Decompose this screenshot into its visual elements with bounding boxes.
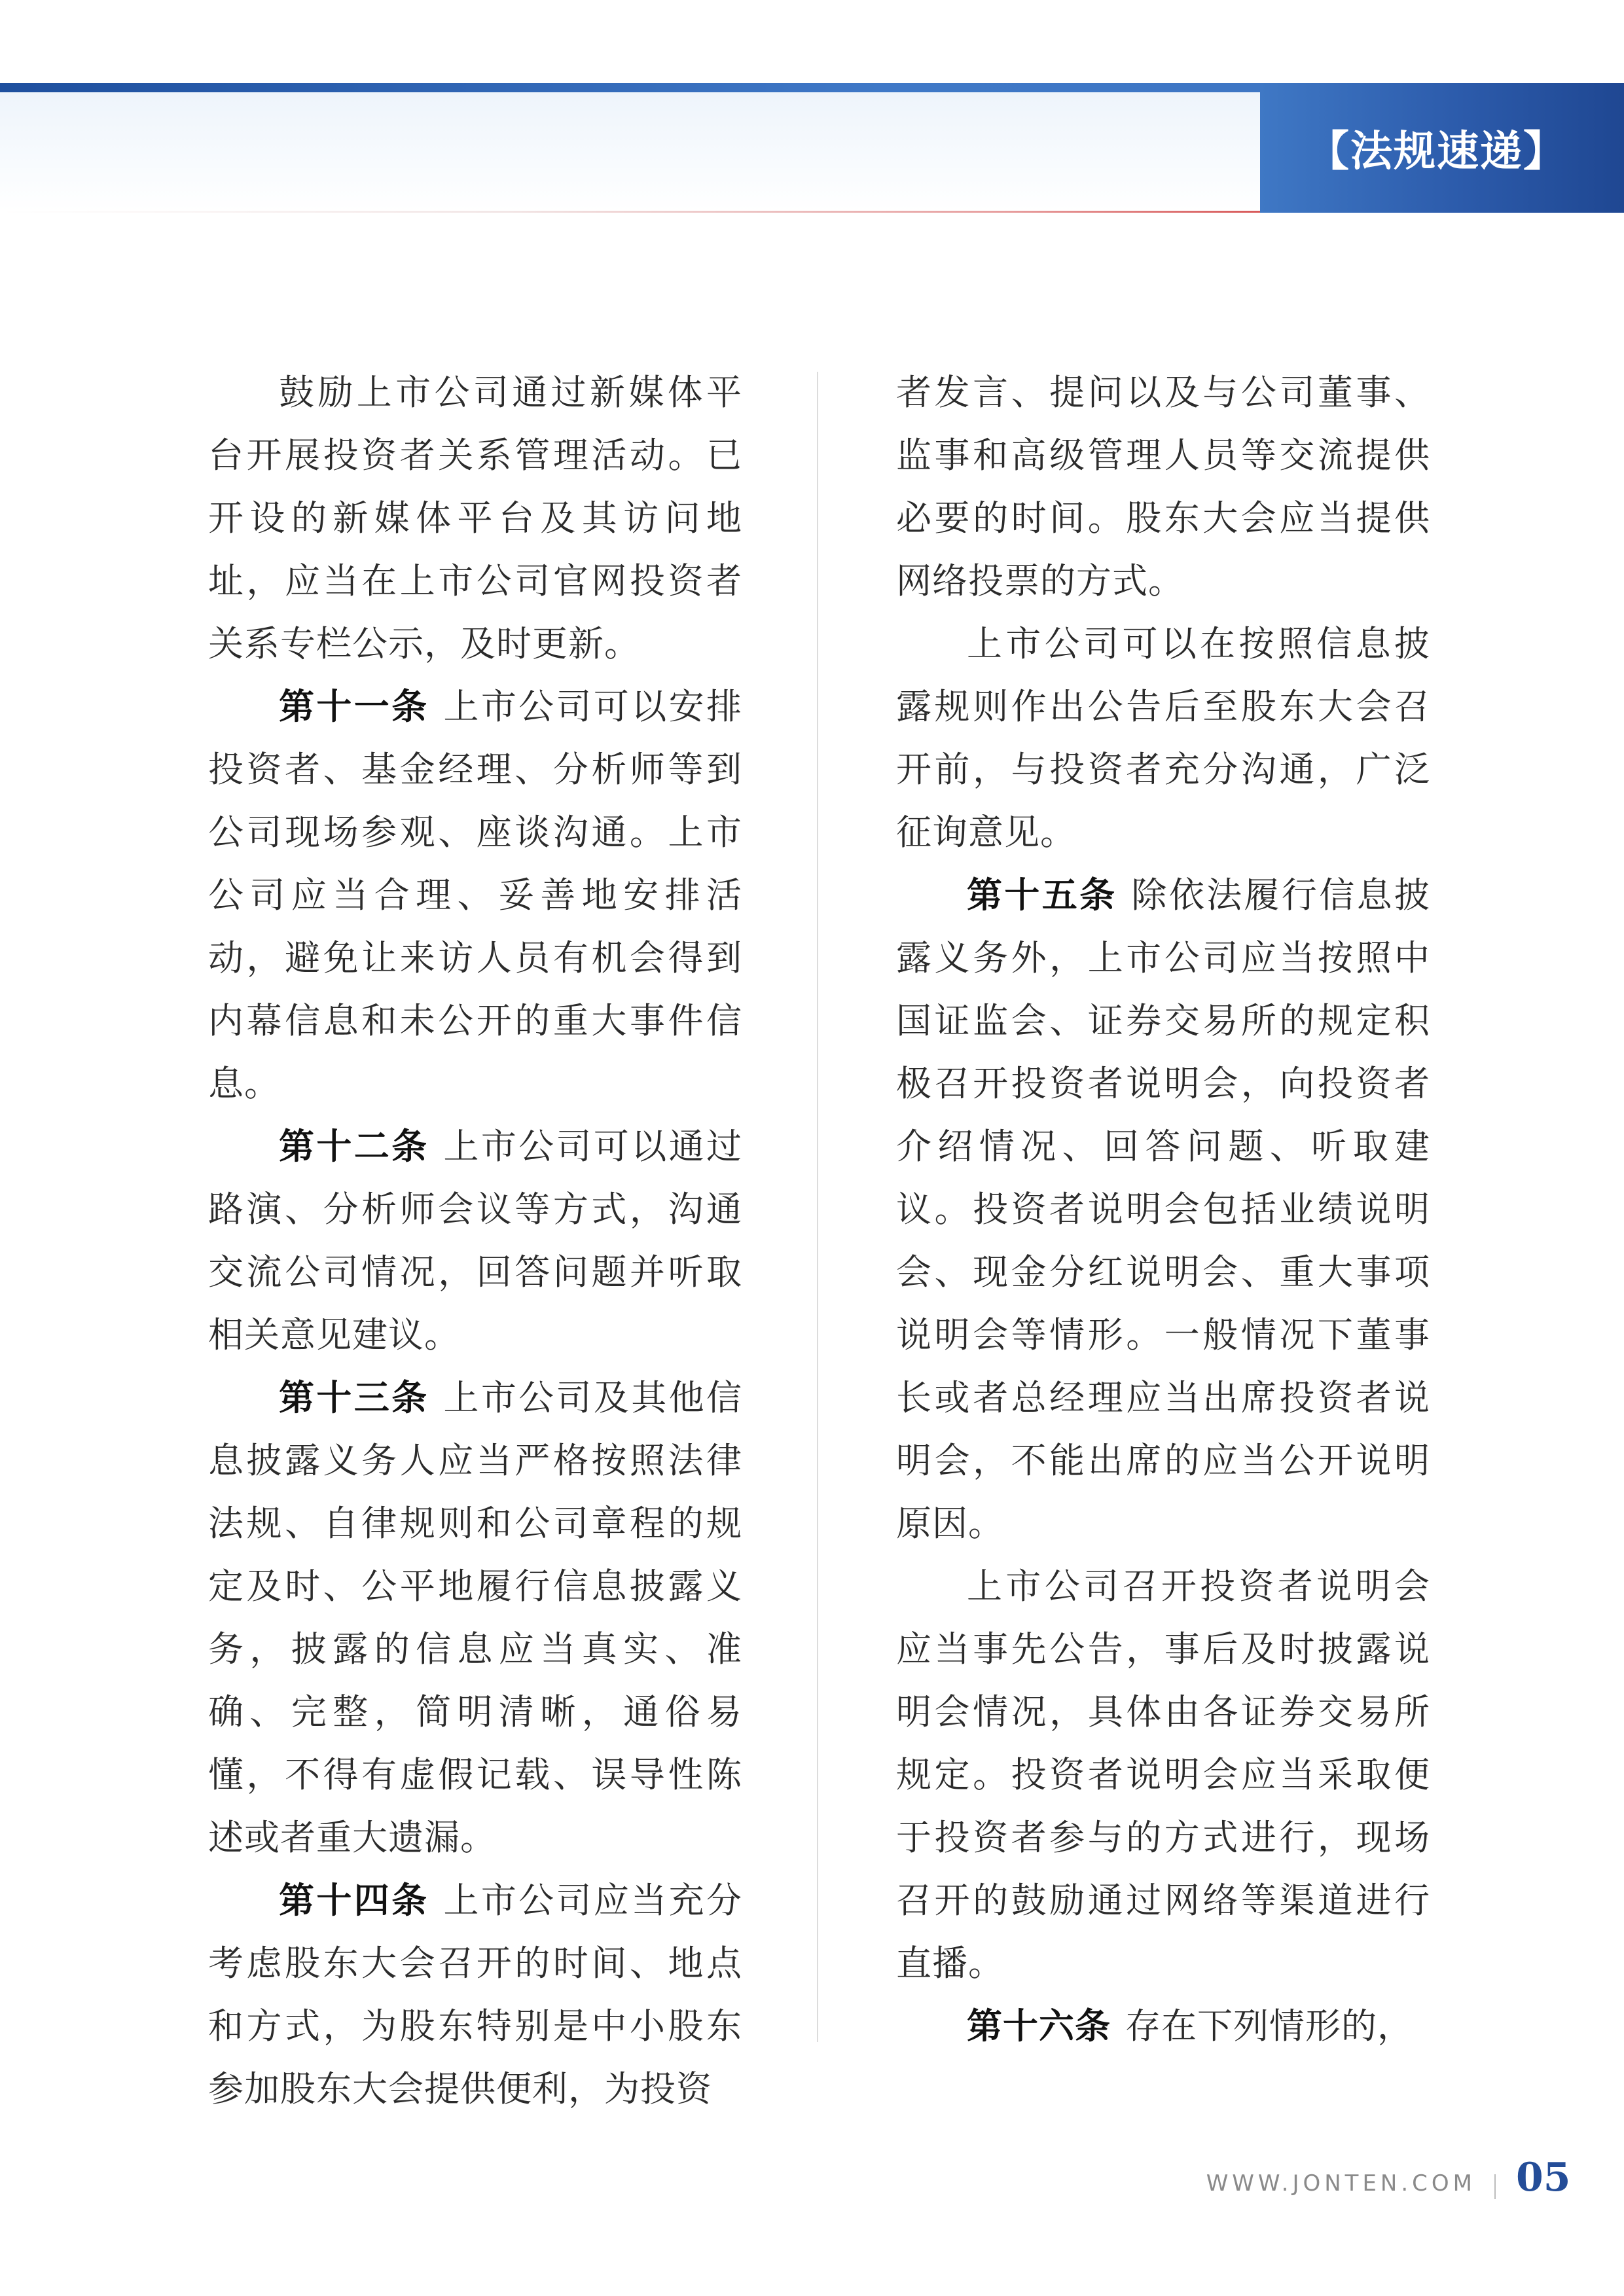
footer-separator xyxy=(1494,2174,1496,2199)
paragraph-text: 上市公司可以通过路演、分析师会议等方式，沟通交流公司情况，回答问题并听取相关意见建议。 xyxy=(208,1126,743,1355)
paragraph-text: 上市公司可以在按照信息披露规则作出公告后至股东大会召开前，与投资者充分沟通，广泛征询意见。 xyxy=(896,623,1430,853)
header-bottom-rule xyxy=(0,211,1260,213)
section-label: 【法规速递】 xyxy=(1307,127,1566,176)
paragraph-text: 上市公司召开投资者说明会应当事先公告，事后及时披露说明会情况，具体由各证券交易所规定。投资者说明会应当采取便于投资者参与的方式进行，现场召开的鼓励通过网络等渠道进行直播。 xyxy=(896,1566,1430,1984)
section-label-box xyxy=(1260,83,1624,213)
left-column xyxy=(208,361,742,2121)
paragraph-text: 除依法履行信息披露义务外，上市公司应当按照中国证监会、证券交易所的规定积极召开投资者说明会，向投资者介绍情况、回答问题、听取建议。投资者说明会包括业绩说明会、现金分红说明会、重大事项说明会等情形。一般情况下董事长或者总经理应当出席投资者说明会，不能出席的应当公开说明原因。 xyxy=(896,874,1431,1544)
footer-website: WWW.JONTEN.COM xyxy=(1206,2170,1476,2197)
article-15 xyxy=(896,864,1430,1555)
article-12 xyxy=(208,1115,742,1367)
page-number: 05 xyxy=(1516,2155,1571,2200)
page-header xyxy=(0,0,1624,213)
paragraph-text: 鼓励上市公司通过新媒体平台开展投资者关系管理活动。已开设的新媒体平台及其访问地址，应当在上市公司官网投资者关系专栏公示，及时更新。 xyxy=(208,372,742,664)
article-number: 第十二条 xyxy=(279,1126,429,1167)
paragraph-text: 上市公司及其他信息披露义务人应当严格按照法律法规、自律规则和公司章程的规定及时、公平地履行信息披露义务，披露的信息应当真实、准确、完整，简明清晰，通俗易懂，不得有虚假记载、误导性陈述或者重大遗漏。 xyxy=(208,1377,743,1858)
paragraph-text: 上市公司可以安排投资者、基金经理、分析师等到公司现场参观、座谈沟通。上市公司应当合理、妥善地安排活动，避免让来访人员有机会得到内幕信息和未公开的重大事件信息。 xyxy=(208,686,743,1104)
article-14 xyxy=(208,1869,742,2121)
paragraph-text: 者发言、提问以及与公司董事、监事和高级管理人员等交流提供必要的时间。股东大会应当提供网络投票的方式。 xyxy=(896,372,1430,601)
article-number: 第十五条 xyxy=(967,874,1117,916)
article-number: 第十四条 xyxy=(279,1880,429,1921)
paragraph-text: 存在下列情形的， xyxy=(1125,2005,1413,2047)
paragraph-text: 上市公司应当充分考虑股东大会召开的时间、地点和方式，为股东特别是中小股东参加股东大会提供便利，为投资 xyxy=(208,1880,743,2109)
header-gradient-band xyxy=(0,92,1260,211)
article-13 xyxy=(208,1367,742,1869)
article-16 xyxy=(896,1995,1430,2058)
right-paragraph-2 xyxy=(896,613,1430,864)
column-divider xyxy=(817,372,818,2042)
right-paragraph-1 xyxy=(896,361,1430,613)
left-paragraph-1 xyxy=(208,361,742,675)
article-11 xyxy=(208,675,742,1115)
right-column xyxy=(896,361,1430,2058)
header-top-rule xyxy=(0,83,1260,92)
article-number: 第十六条 xyxy=(967,2005,1111,2047)
article-number: 第十一条 xyxy=(279,686,429,727)
right-paragraph-4 xyxy=(896,1555,1430,1995)
article-number: 第十三条 xyxy=(279,1377,429,1418)
